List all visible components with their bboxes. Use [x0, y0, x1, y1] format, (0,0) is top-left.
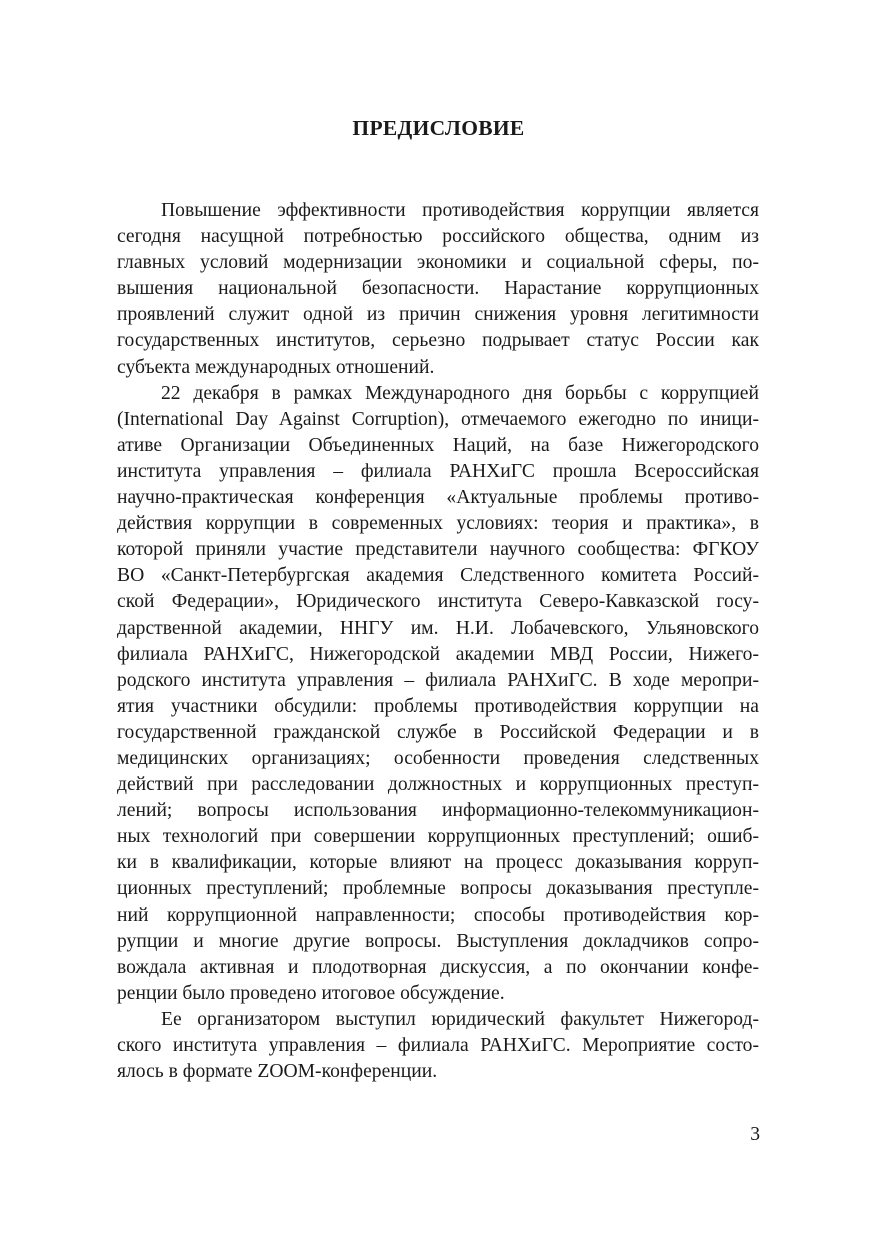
paragraph-line: института управления – филиала РАНХиГС прошла Всероссийская	[117, 460, 759, 482]
paragraph-line: ний коррупционной направленности; способы противодействия кор-	[117, 904, 759, 926]
page-title: ПРЕДИСЛОВИЕ	[352, 116, 525, 140]
paragraph-line: Ее организатором выступил юридический факультет Нижегород-	[161, 1008, 759, 1030]
document-body	[117, 198, 759, 1085]
paragraph	[117, 1007, 759, 1085]
paragraph-line: ской Федерации», Юридического института Северо-Кавказской госу-	[117, 591, 759, 613]
paragraph-line: 22 декабря в рамках Международного дня борьбы с коррупцией	[161, 382, 759, 404]
paragraph-line: ренции было проведено итоговое обсуждение.	[117, 982, 505, 1004]
paragraph-line: которой приняли участие представители научного сообщества: ФГКОУ	[117, 539, 759, 561]
paragraph-line: вождала активная и плодотворная дискуссия, а по окончании конфе-	[117, 956, 759, 978]
paragraph-line: государственной гражданской службе в Российской Федерации и в	[117, 721, 759, 743]
paragraph-line: родского института управления – филиала РАНХиГС. В ходе меропри-	[117, 669, 759, 691]
paragraph-line: вышения национальной безопасности. Нарастание коррупционных	[117, 278, 759, 300]
paragraph-line: ского института управления – филиала РАНХиГС. Мероприятие состо-	[117, 1035, 759, 1056]
paragraph-line: ятия участники обсудили: проблемы противодействия коррупции на	[117, 695, 759, 717]
paragraph-line: ных технологий при совершении коррупционных преступлений; ошиб-	[117, 826, 759, 848]
paragraph-line: лений; вопросы использования информационно-телекоммуникацион-	[117, 800, 759, 822]
paragraph-line: действия коррупции в современных условиях: теория и практика», в	[117, 513, 759, 535]
paragraph-line: ативе Организации Объединенных Наций, на базе Нижегородского	[117, 434, 759, 456]
paragraph-line: Повышение эффективности противодействия коррупции является	[161, 200, 759, 221]
paragraph	[117, 381, 759, 1007]
paragraph-line: (International Day Against Corruption), отмечаемого ежегодно по иници-	[117, 408, 759, 430]
paragraph-line: медицинских организациях; особенности проведения следственных	[117, 747, 759, 769]
paragraph-line: научно-практическая конференция «Актуальные проблемы противо-	[117, 487, 759, 509]
paragraph-line: ционных преступлений; проблемные вопросы доказывания преступле-	[117, 878, 759, 900]
paragraph-line: филиала РАНХиГС, Нижегородской академии МВД России, Нижего-	[117, 643, 759, 665]
paragraph-line: субъекта международных отношений.	[117, 356, 435, 378]
paragraph-line: сегодня насущной потребностью российского общества, одним из	[117, 226, 759, 248]
paragraph-line: государственных институтов, серьезно подрывает статус России как	[117, 330, 759, 352]
paragraph-line: главных условий модернизации экономики и социальной сферы, по-	[117, 252, 759, 274]
paragraph	[117, 198, 759, 381]
paragraph-line: ки в квалификации, которые влияют на процесс доказывания корруп-	[117, 852, 759, 874]
paragraph-line: дарственной академии, ННГУ им. Н.И. Лобачевского, Ульяновского	[117, 617, 759, 639]
paragraph-line: ялось в формате ZOOM-конференции.	[117, 1061, 438, 1083]
paragraph-line: действий при расследовании должностных и коррупционных преступ-	[117, 774, 759, 796]
page-number: 3	[750, 1124, 760, 1145]
paragraph-line: рупции и многие другие вопросы. Выступления докладчиков сопро-	[117, 930, 759, 952]
paragraph-line: проявлений служит одной из причин снижения уровня легитимности	[117, 304, 759, 326]
paragraph-line: ВО «Санкт-Петербургская академия Следственного комитета Россий-	[117, 565, 759, 587]
